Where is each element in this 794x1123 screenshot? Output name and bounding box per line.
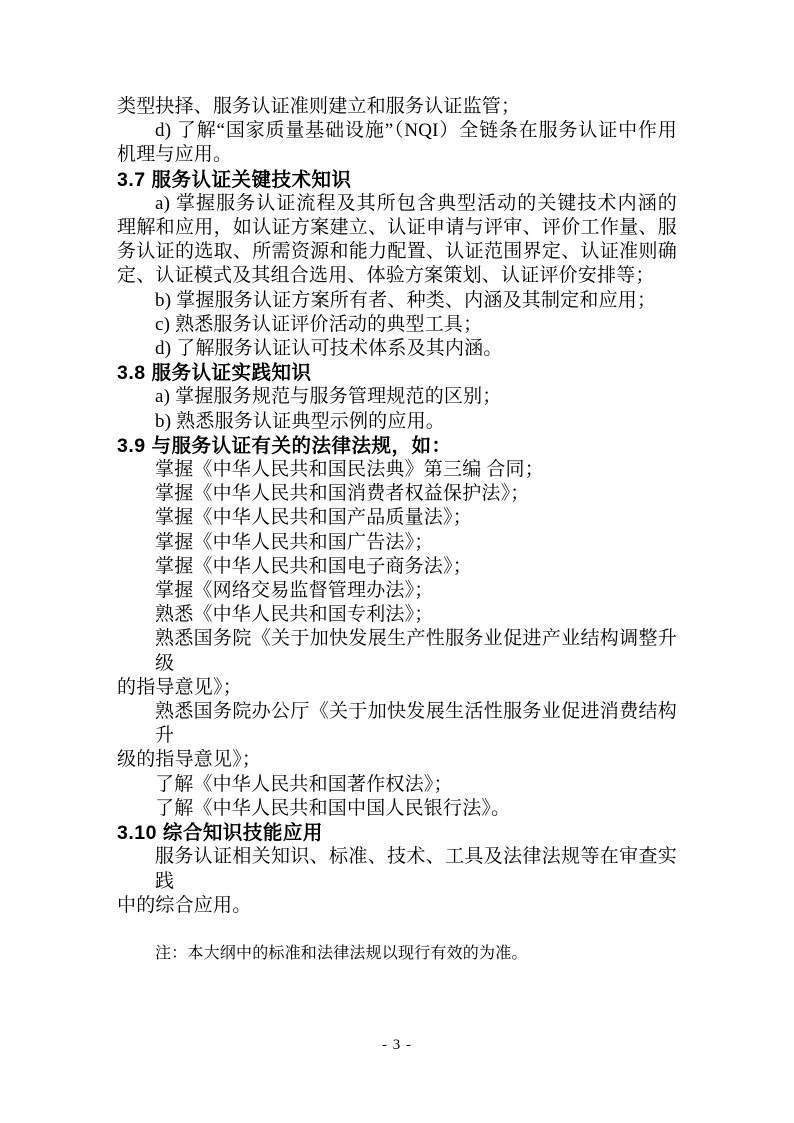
text-line: 熟悉国务院办公厅《关于加快发展生活性服务业促进消费结构升 — [155, 701, 677, 747]
text-line: a) 掌握服务认证流程及其所包含典型活动的关键技术内涵的 — [155, 192, 677, 214]
text-line: 掌握《网络交易监督管理办法》； — [155, 580, 434, 602]
blank-line — [117, 918, 677, 942]
text-line: 掌握《中华人民共和国民法典》第三编 合同； — [155, 459, 544, 481]
text-line: d) 了解“国家质量基础设施”（NQI）全链条在服务认证中作用 — [155, 120, 677, 142]
document-lines — [117, 95, 677, 966]
text-line: d) 了解服务认证认可技术体系及其内涵。 — [155, 338, 503, 360]
text-line: 熟悉《中华人民共和国专利法》； — [155, 604, 434, 626]
text-line: 理解和应用，如认证方案建立、认证申请与评审、评价工作量、服 — [117, 217, 677, 239]
text-line: b) 熟悉服务认证典型示例的应用。 — [155, 410, 445, 432]
text-line: 掌握《中华人民共和国广告法》； — [155, 531, 434, 553]
text-line: 务认证的选取、所需资源和能力配置、认证范围界定、认证准则确 — [117, 241, 677, 263]
text-line: b) 掌握服务认证方案所有者、种类、内涵及其制定和应用； — [155, 289, 657, 311]
text-line: 了解《中华人民共和国著作权法》； — [155, 773, 453, 795]
text-line: 的指导意见》； — [117, 676, 242, 698]
text-line: 级的指导意见》； — [117, 749, 262, 771]
text-line: a) 掌握服务规范与服务管理规范的区别； — [155, 386, 502, 408]
text-line: 了解《中华人民共和国中国人民银行法》。 — [155, 797, 511, 819]
section-heading: 3.9 与服务认证有关的法律法规，如： — [117, 434, 452, 457]
text-line: 机理与应用。 — [117, 144, 233, 166]
section-heading: 3.8 服务认证实践知识 — [117, 362, 312, 385]
text-line: 掌握《中华人民共和国电子商务法》； — [155, 555, 472, 577]
text-line: 掌握《中华人民共和国产品质量法》； — [155, 507, 472, 529]
text-line: 掌握《中华人民共和国消费者权益保护法》； — [155, 483, 530, 505]
text-line: 类型抉择、服务认证准则建立和服务认证监管； — [117, 96, 521, 117]
text-line: 定、认证模式及其组合选用、体验方案策划、认证评价安排等； — [117, 265, 655, 287]
text-line: 中的综合应用。 — [117, 894, 252, 916]
text-line: 服务认证相关知识、标准、技术、工具及法律法规等在审查实践 — [155, 846, 677, 892]
section-heading: 3.10 综合知识技能应用 — [117, 822, 323, 845]
note-line: 注：本大纲中的标准和法律法规以现行有效的为准。 — [155, 945, 528, 963]
section-heading: 3.7 服务认证关键技术知识 — [117, 168, 352, 191]
text-line: 熟悉国务院《关于加快发展生产性服务业促进产业结构调整升级 — [155, 628, 677, 674]
text-line: c) 熟悉服务认证评价活动的典型工具； — [155, 313, 483, 335]
page-number: - 3 - — [382, 1037, 412, 1053]
